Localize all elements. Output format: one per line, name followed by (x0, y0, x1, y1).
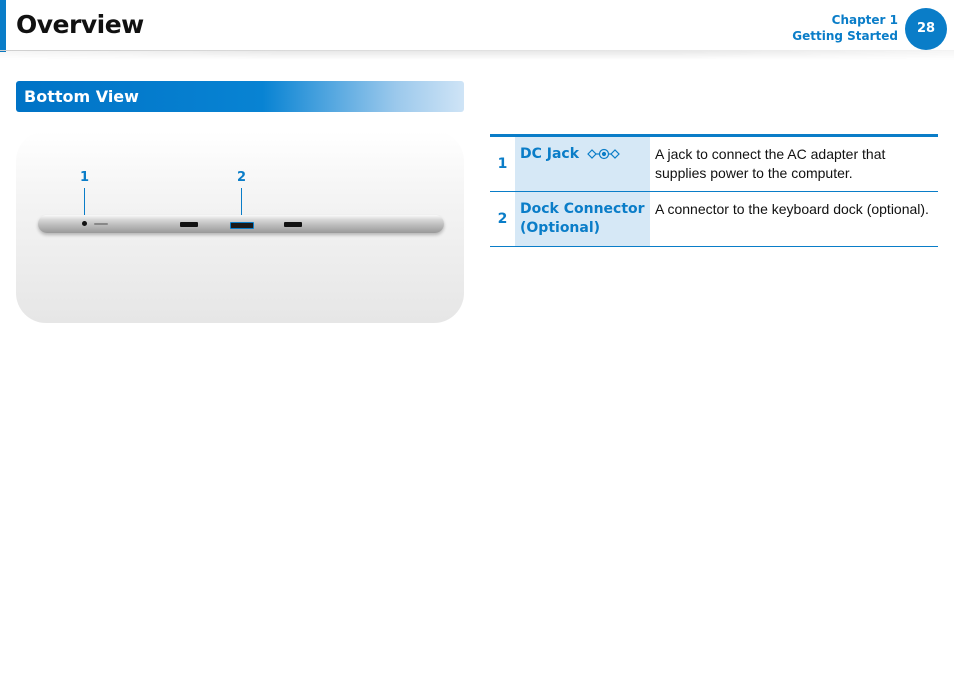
slot-left (180, 222, 198, 227)
callout-2: 2 (237, 170, 247, 185)
header-shadow (0, 50, 954, 60)
bottom-view-figure (16, 131, 464, 323)
row-name: Dock Connector (Optional) (520, 201, 645, 236)
tablet-bottom-edge (38, 215, 444, 233)
dc-polarity-icon (587, 148, 621, 160)
header-accent-bar (0, 0, 6, 52)
header-divider (0, 50, 954, 51)
callout-1: 1 (80, 170, 90, 185)
row-description: A jack to connect the AC adapter that supplies power to the computer. (650, 136, 938, 192)
slot-right (284, 222, 302, 227)
row-number: 2 (490, 192, 515, 247)
row-name-cell (515, 136, 650, 192)
callout-1-line (84, 188, 85, 215)
row-number: 1 (490, 136, 515, 192)
table-row (490, 136, 938, 192)
page-title: Overview (16, 10, 144, 39)
section-title: Bottom View (24, 87, 139, 106)
chapter-name: Getting Started (792, 29, 898, 43)
row-name-cell (515, 192, 650, 247)
row-description: A connector to the keyboard dock (optional). (650, 192, 938, 247)
section-header (16, 81, 464, 112)
row-name: DC Jack (520, 146, 580, 162)
port-description-table (490, 134, 938, 247)
chapter-label (792, 12, 898, 44)
page-number-badge: 28 (905, 8, 947, 50)
table-row (490, 192, 938, 247)
dock-connector-port (230, 222, 254, 229)
chapter-number: Chapter 1 (831, 13, 898, 27)
dc-jack-port (82, 221, 87, 226)
port-label-mark (94, 223, 108, 225)
